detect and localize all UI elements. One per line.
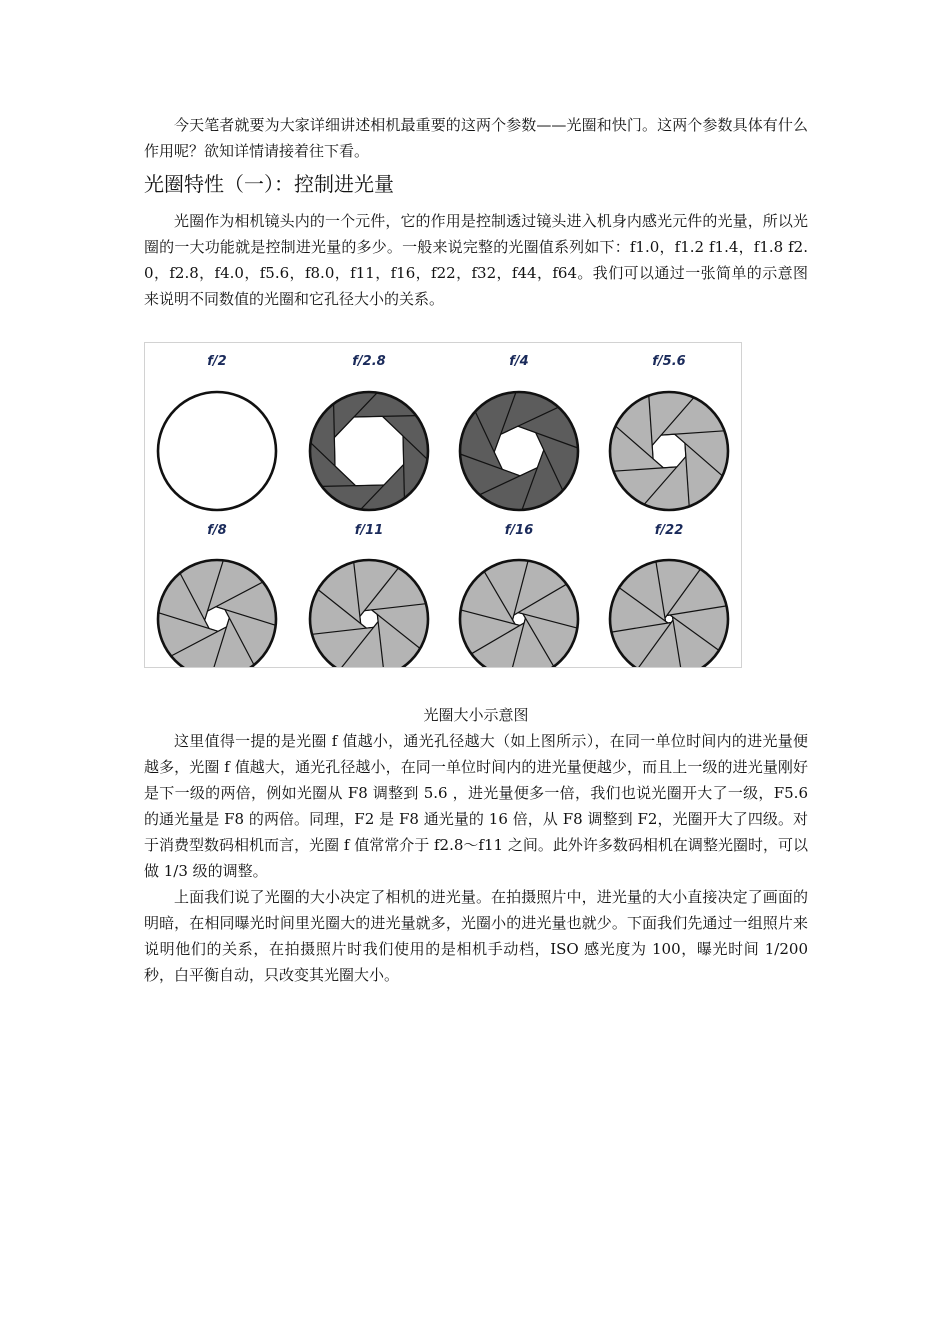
aperture-label: f/22 — [654, 523, 684, 538]
aperture-16 — [460, 523, 578, 667]
section-heading: 光圈特性（一）：控制进光量 — [144, 172, 394, 196]
intro-paragraph: 今天笔者就要为大家详细讲述相机最重要的这两个参数——光圈和快门。这两个参数具体有什么作用呢？欲知详情请接着往下看。 — [144, 116, 808, 160]
aperture-label: f/5.6 — [652, 354, 686, 369]
aperture-figure — [144, 342, 742, 668]
aperture-paragraph-2: 这里值得一提的是光圈 f 值越小，通光孔径越大（如上图所示），在同一单位时间内的进光量便越多，光圈 f 值越大，通光孔径越小，在同一单位时间内的进光量便越少，而且上一级的进光量刚好是下一级的两倍，例如光圈从 F8 调整到 5.6 ，进光量便多一倍，我们也说光圈开大了一级，F5.6 的通光量是 F8 的两倍。同理，F2 是 F8 通光量的 16 倍，从 F8 调整到 F2，光圈开大了四级。对于消费型数码相机而言，光圈 f 值常常介于 f2.8～f11 之间。此外许多数码相机在调整光圈时，可以做 1/3 级的调整。 — [144, 732, 808, 880]
aperture-diagram — [145, 343, 741, 667]
aperture-label: f/8 — [207, 523, 227, 538]
aperture-2-8 — [310, 354, 428, 510]
aperture-8 — [158, 523, 276, 667]
aperture-4 — [460, 354, 578, 510]
aperture-paragraph-1: 光圈作为相机镜头内的一个元件，它的作用是控制透过镜头进入机身内感光元件的光量，所以光圈的一大功能就是控制进光量的多少。一般来说完整的光圈值系列如下：f1.0，f1.2 f1.4，f1.8 f2.0，f2.8，f4.0，f5.6，f8.0，f11，f16，f22，f32，f44，f64。我们可以通过一张简单的示意图来说明不同数值的光圈和它孔径大小的关系。 — [144, 212, 808, 308]
aperture-label: f/16 — [504, 523, 534, 538]
aperture-2 — [158, 354, 276, 510]
document-page — [144, 112, 808, 988]
aperture-label: f/2 — [207, 354, 227, 369]
aperture-5-6 — [610, 354, 728, 510]
aperture-paragraph-3: 上面我们说了光圈的大小决定了相机的进光量。在拍摄照片中，进光量的大小直接决定了画面的明暗，在相同曝光时间里光圈大的进光量就多，光圈小的进光量也就少。下面我们先通过一组照片来说明他们的关系，在拍摄照片时我们使用的是相机手动档，ISO 感光度为 100，曝光时间 1/200 秒，白平衡自动，只改变其光圈大小。 — [144, 888, 808, 984]
aperture-label: f/4 — [509, 354, 529, 369]
figure-caption: 光圈大小示意图 — [423, 706, 529, 724]
aperture-11 — [310, 523, 428, 667]
aperture-22 — [610, 523, 728, 667]
aperture-label: f/2.8 — [352, 354, 386, 369]
aperture-label: f/11 — [354, 523, 384, 538]
